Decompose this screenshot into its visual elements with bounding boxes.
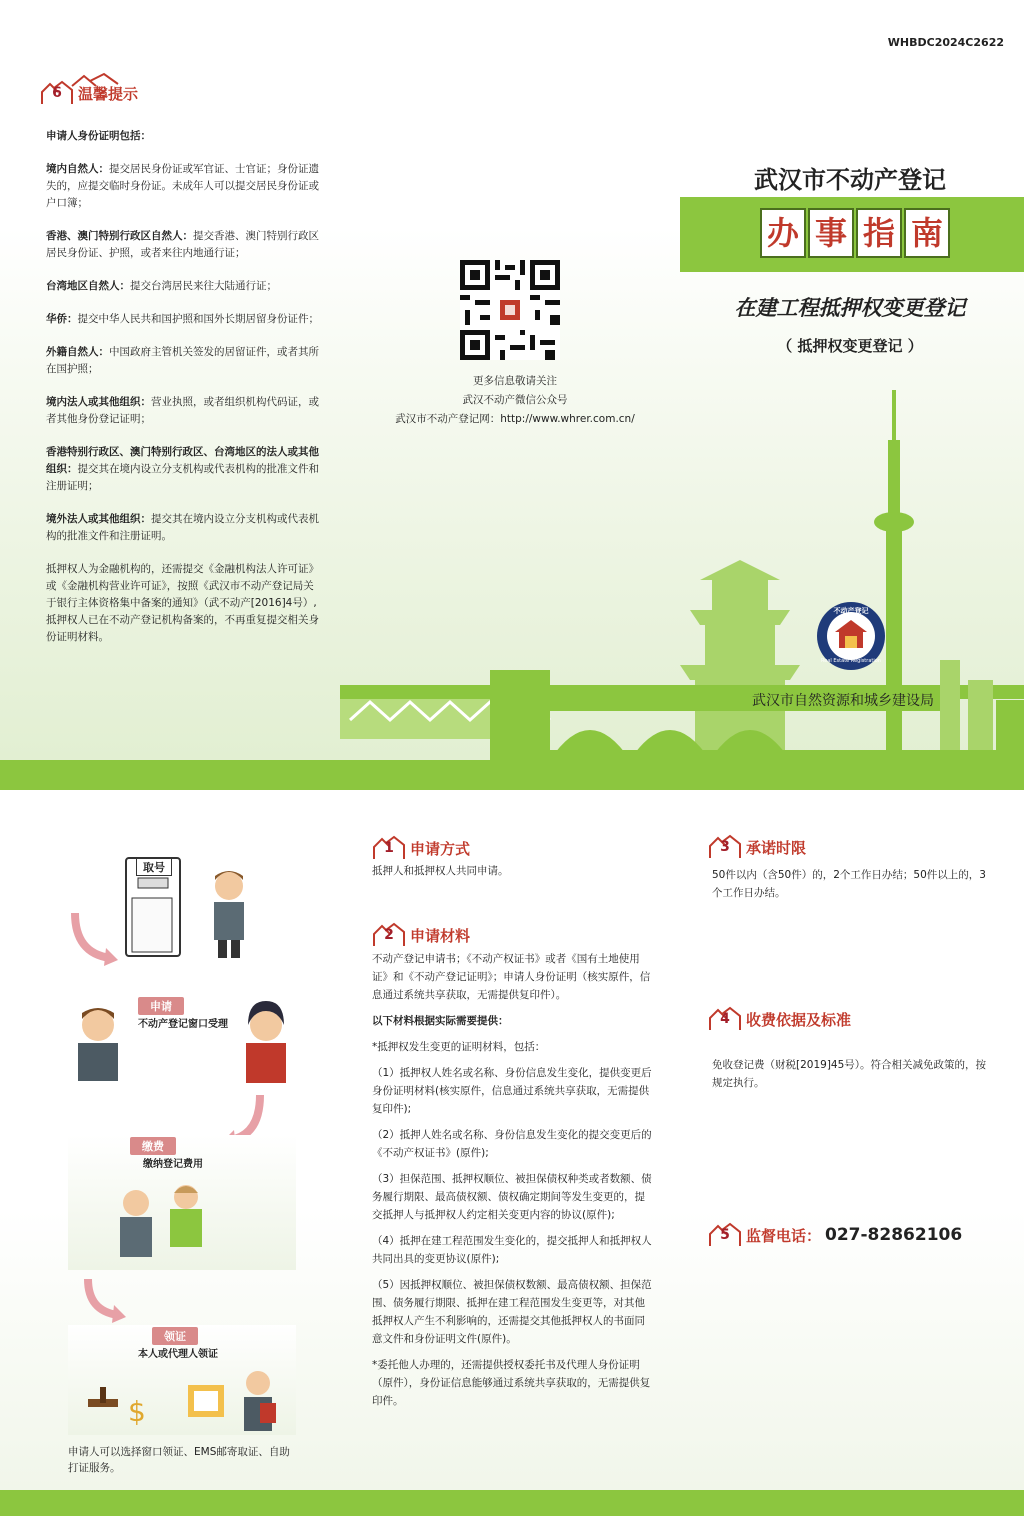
section-2-item: （4）抵押在建工程范围发生变化的，提交抵押人和抵押权人共同出具的变更协议(原件); <box>372 1235 652 1265</box>
tips-item: 台湾地区自然人：提交台湾居民来往大陆通行证； <box>46 280 277 292</box>
section-2-item: （2）抵押人姓名或名称、身份信息发生变化的提交变更后的《不动产权证书》(原件); <box>372 1129 652 1159</box>
agency-name: 武汉市自然资源和城乡建设局 <box>752 693 934 709</box>
step-text-collect: 本人或代理人领证 <box>138 1349 218 1360</box>
real-estate-logo: 不动产登记 Real Estate Registration <box>815 600 887 672</box>
section-5-title: 监督电话： <box>746 1226 822 1245</box>
section-2-title: 申请材料 <box>410 926 471 945</box>
guide-char: 事 <box>808 208 854 258</box>
house-number-icon: 3 <box>708 834 742 860</box>
follow-line2: 武汉不动产微信公众号 <box>462 394 568 406</box>
cover-subtitle2: （ 抵押权变更登记 ） <box>777 337 923 355</box>
tips-item: 境外法人或其他组织：提交其在境内设立分支机构或代表机构的批准文件和注册证明。 <box>46 513 319 542</box>
step-label-collect: 领证 <box>152 1327 198 1345</box>
supervision-phone[interactable]: 027-82862106 <box>825 1225 963 1245</box>
tips-item: 香港特别行政区、澳门特别行政区、台湾地区的法人或其他组织：提交其在境内设立分支机构或代表机构的批准文件和注册证明； <box>46 446 319 492</box>
section-2-item: （3）担保范围、抵押权顺位、被担保债权种类或者数额、债务履行期限、最高债权额、债权确定期间等发生变更的，提交抵押人与抵押权人约定相关变更内容的协议(原件); <box>372 1173 652 1221</box>
ticket-machine: 取号 <box>118 848 188 958</box>
tips-item: 香港、澳门特别行政区自然人：提交香港、澳门特别行政区居民身份证、护照，或者来往内地通行证； <box>46 230 319 259</box>
staff-illustration <box>68 1001 128 1081</box>
guide-char: 南 <box>904 208 950 258</box>
applicant-illustration <box>236 999 296 1083</box>
section-3-title: 承诺时限 <box>746 838 807 857</box>
person-illustration <box>206 868 252 958</box>
flow-footer-note: 申请人可以选择窗口领证、EMS邮寄取证、自助打证服务。 <box>68 1446 290 1474</box>
section-1-header <box>372 835 470 861</box>
section-5-header <box>708 1222 962 1248</box>
section-4-header <box>708 1006 851 1032</box>
flow-step-pay <box>68 1135 296 1270</box>
section-4-title: 收费依据及标准 <box>746 1010 852 1029</box>
guide-char: 办 <box>760 208 806 258</box>
section-2-item: （5）因抵押权顺位、被担保债权数额、最高债权额、担保范围、债务履行期限、抵押在建工程范围发生变更等，对其他抵押权人产生不利影响的，还需提交其他抵押权人的书面同意文件和身份证明文件(原件)。 <box>372 1279 652 1345</box>
website-link[interactable]: 武汉市不动产登记网：http://www.whrer.com.cn/ <box>395 413 635 425</box>
tips-item: 外籍自然人：中国政府主管机关签发的居留证件，或者其所在国护照； <box>46 346 319 375</box>
flow-step-collect <box>68 1325 296 1435</box>
step-text-apply: 不动产登记窗口受理 <box>138 1019 228 1030</box>
section-2-content <box>372 950 654 1418</box>
section-3-text: 50件以内（含50件）的，2个工作日办结；50件以上的，3个工作日办结。 <box>712 869 986 899</box>
section-2-item: （1）抵押权人姓名或名称、身份信息发生变化，提供变更后身份证明材料(核实原件，信息通过系统共享获取，无需提供复印件); <box>372 1067 652 1115</box>
house-number-icon: 5 <box>708 1222 742 1248</box>
house-number-icon: 4 <box>708 1006 742 1032</box>
section-1-title: 申请方式 <box>410 839 471 858</box>
certificate-illustration <box>78 1365 288 1431</box>
section-2-p4: *委托他人办理的，还需提供授权委托书及代理人身份证明（原件），身份证信息能够通过系统共享获取的，无需提供复印件。 <box>372 1359 651 1407</box>
flow-step-apply <box>68 995 296 1083</box>
tips-header <box>40 80 138 106</box>
divider-bar <box>0 760 1024 790</box>
section-4-text: 免收登记费（财税[2019]45号）。符合相关减免政策的，按规定执行。 <box>712 1059 987 1089</box>
step-label-pay: 缴费 <box>130 1137 176 1155</box>
tips-content <box>46 128 320 662</box>
tips-title: 温馨提示 <box>78 84 139 103</box>
flow-arrow-icon <box>80 1275 130 1325</box>
house-number-icon: 2 <box>372 922 406 948</box>
section-2-header <box>372 922 470 948</box>
tips-item: 华侨：提交中华人民共和国护照和国外长期居留身份证件； <box>46 313 319 325</box>
tips-intro: 申请人身份证明包括： <box>46 130 151 142</box>
svg-text:$: $ <box>128 1395 146 1428</box>
cover-main-title: 武汉市不动产登记 <box>754 166 946 194</box>
flow-arrow-icon <box>70 908 120 968</box>
section-2-p1: 不动产登记申请书；《不动产权证书》或者《国有土地使用证》和《不动产登记证明》；申请人身份证明（核实原件，信息通过系统共享获取，无需提供复印件）。 <box>372 953 651 1001</box>
house-number-icon: 6 <box>40 80 74 106</box>
payment-illustration <box>108 1183 208 1269</box>
step-label-apply: 申请 <box>138 997 184 1015</box>
document-code: WHBDC2024C2622 <box>887 36 1004 49</box>
qr-code[interactable] <box>460 260 560 360</box>
tips-item: 境内自然人：提交居民身份证或军官证、士官证；身份证遗失的，应提交临时身份证。未成年人可以提交居民身份证或户口簿； <box>46 163 319 209</box>
section-3-header <box>708 834 806 860</box>
tips-note: 抵押权人为金融机构的，还需提交《金融机构法人许可证》或《金融机构营业许可证》，按照《武汉市不动产登记局关于银行主体资格集中备案的通知》（武不动产[2016]4号）,抵押权人已在不动产登记机构备案的，不再重复提交相关身份证明材料。 <box>46 563 319 643</box>
tips-item: 境内法人或其他组织：营业执照，或者组织机构代码证，或者其他身份登记证明； <box>46 396 319 425</box>
footer-bar <box>0 1490 1024 1516</box>
house-number-icon: 1 <box>372 835 406 861</box>
step-text-pay: 缴纳登记费用 <box>143 1159 203 1170</box>
guide-title <box>760 208 950 260</box>
section-2-p3: *抵押权发生变更的证明材料，包括： <box>372 1041 546 1053</box>
guide-char: 指 <box>856 208 902 258</box>
section-1-text: 抵押人和抵押权人共同申请。 <box>372 865 509 877</box>
cover-subtitle: 在建工程抵押权变更登记 <box>734 296 966 320</box>
section-2-p2: 以下材料根据实际需要提供： <box>372 1015 509 1027</box>
follow-line1: 更多信息敬请关注 <box>473 375 557 387</box>
